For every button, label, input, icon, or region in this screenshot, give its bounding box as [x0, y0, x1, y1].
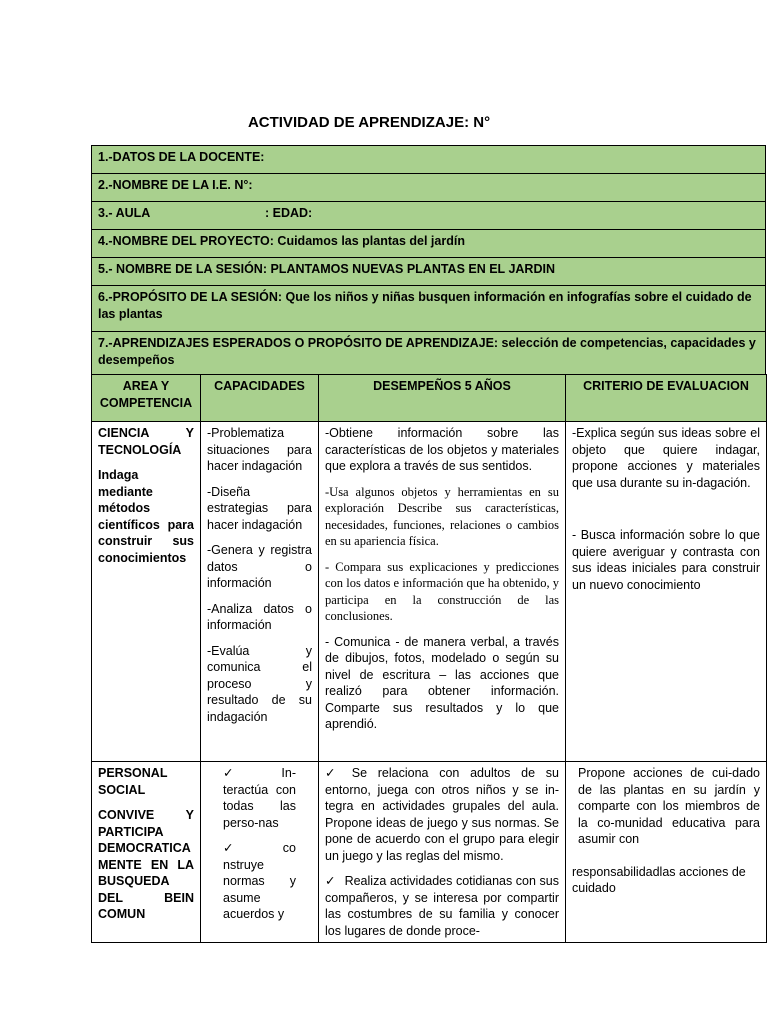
list-item: Se relaciona con adultos de su entorno, juega con otros niños y se in-tegra en actividades grupales del aula. Propone ideas de juego y sus normas. Se pone de acuerdo con el grupo para elegir un juego y las reglas del mismo.	[325, 766, 559, 863]
header-criterio: CRITERIO DE EVALUACION	[566, 375, 767, 422]
header-row	[92, 375, 767, 422]
list-item: -Problematiza situaciones para hacer indagación	[207, 426, 312, 473]
header-capacidades: CAPACIDADES	[201, 375, 319, 422]
aula-label: 3.- AULA	[98, 206, 151, 220]
row-proposito: 6.-PROPÓSITO DE LA SESIÓN: Que los niños y niñas busquen información en infografías sobre el cuidado de las plantas	[91, 285, 766, 332]
area-cell	[92, 422, 201, 762]
list-item: co nstruye normas y asume acuerdos y	[223, 841, 296, 921]
list-item: -Explica según sus ideas sobre el objeto que quiere indagar, propone acciones y materiales que usa durante su in-dagación.	[572, 426, 760, 490]
competencia-name: Indaga mediante métodos científicos para construir sus conocimientos	[98, 468, 194, 565]
capacidades-cell	[201, 762, 319, 943]
edad-label: : EDAD:	[265, 206, 313, 220]
checkmark-icon: ✓	[223, 841, 234, 855]
area-name: CIENCIA Y TECNOLOGÍA	[98, 426, 194, 457]
list-item: -Analiza datos o información	[207, 601, 312, 632]
list-item: responsabilidadlas acciones de cuidado	[572, 864, 746, 895]
competencias-table	[91, 374, 767, 943]
table-row	[92, 422, 767, 762]
competencia-name: CONVIVE Y PARTICIPA DEMOCRATICA MENTE EN LA BUSQUEDA DEL BEIN COMUN	[98, 808, 194, 921]
list-item: Realiza actividades cotidianas con sus compañeros, y se interesa por compartir las costumbres de su familia y conocer los lugares de donde proce-	[325, 874, 559, 938]
list-item: - Busca información sobre lo que quiere averiguar y contrasta con sus ideas iniciales para construir un nuevo conocimiento	[572, 528, 760, 592]
header-area: AREA Y COMPETENCIA	[92, 375, 201, 422]
row-aprendizajes: 7.-APRENDIZAJES ESPERADOS O PROPÓSITO DE APRENDIZAJE: selección de competencias, capacidades y desempeños	[91, 331, 766, 375]
list-item: - Comunica - de manera verbal, a través de dibujos, fotos, modelado o según su nivel de escritura – las acciones que realizó para obtener información. Comparte sus resultados y lo que aprendió.	[325, 634, 559, 731]
area-name: PERSONAL SOCIAL	[98, 766, 168, 797]
list-item: In-teractúa con todas las perso-nas	[223, 766, 296, 830]
list-item: -Evalúa y comunica el proceso y resultado de su indagación	[207, 643, 312, 724]
document-title: ACTIVIDAD DE APRENDIZAJE: N°	[247, 114, 491, 131]
table-row	[92, 762, 767, 943]
list-item: -Usa algunos objetos y herramientas en su exploración Describe sus características, necesidades, funciones, relaciones o cambios en su apariencia física.	[325, 484, 559, 548]
row-aula	[91, 201, 766, 230]
list-item: -Genera y registra datos o información	[207, 543, 312, 590]
list-item: -Obtiene información sobre las características de los objetos y materiales que explora a través de sus sentidos.	[325, 426, 559, 473]
list-item: Propone acciones de cui-dado de las plantas en su jardín y comparte con los miembros de la co-munidad educativa para asumir con	[578, 766, 760, 846]
desempenos-cell	[319, 422, 566, 762]
list-item: -Diseña estrategias para hacer indagación	[207, 484, 312, 532]
checkmark-icon: ✓	[325, 874, 336, 888]
header-desempenos: DESEMPEÑOS 5 AÑOS	[319, 375, 566, 422]
row-docente: 1.-DATOS DE LA DOCENTE:	[91, 145, 766, 174]
checkmark-icon: ✓	[325, 766, 336, 780]
list-item: - Compara sus explicaciones y predicciones con los datos e información que ha obtenido, y participa en la construcción de las conclusiones.	[325, 559, 559, 623]
row-sesion: 5.- NOMBRE DE LA SESIÓN: PLANTAMOS NUEVAS PLANTAS EN EL JARDIN	[91, 257, 766, 286]
capacidades-cell	[201, 422, 319, 762]
area-cell	[92, 762, 201, 943]
checkmark-icon: ✓	[223, 766, 234, 780]
row-proyecto: 4.-NOMBRE DEL PROYECTO: Cuidamos las plantas del jardín	[91, 229, 766, 258]
criterio-cell	[566, 762, 767, 943]
row-ie: 2.-NOMBRE DE LA I.E. N°:	[91, 173, 766, 202]
desempenos-cell	[319, 762, 566, 943]
criterio-cell	[566, 422, 767, 762]
